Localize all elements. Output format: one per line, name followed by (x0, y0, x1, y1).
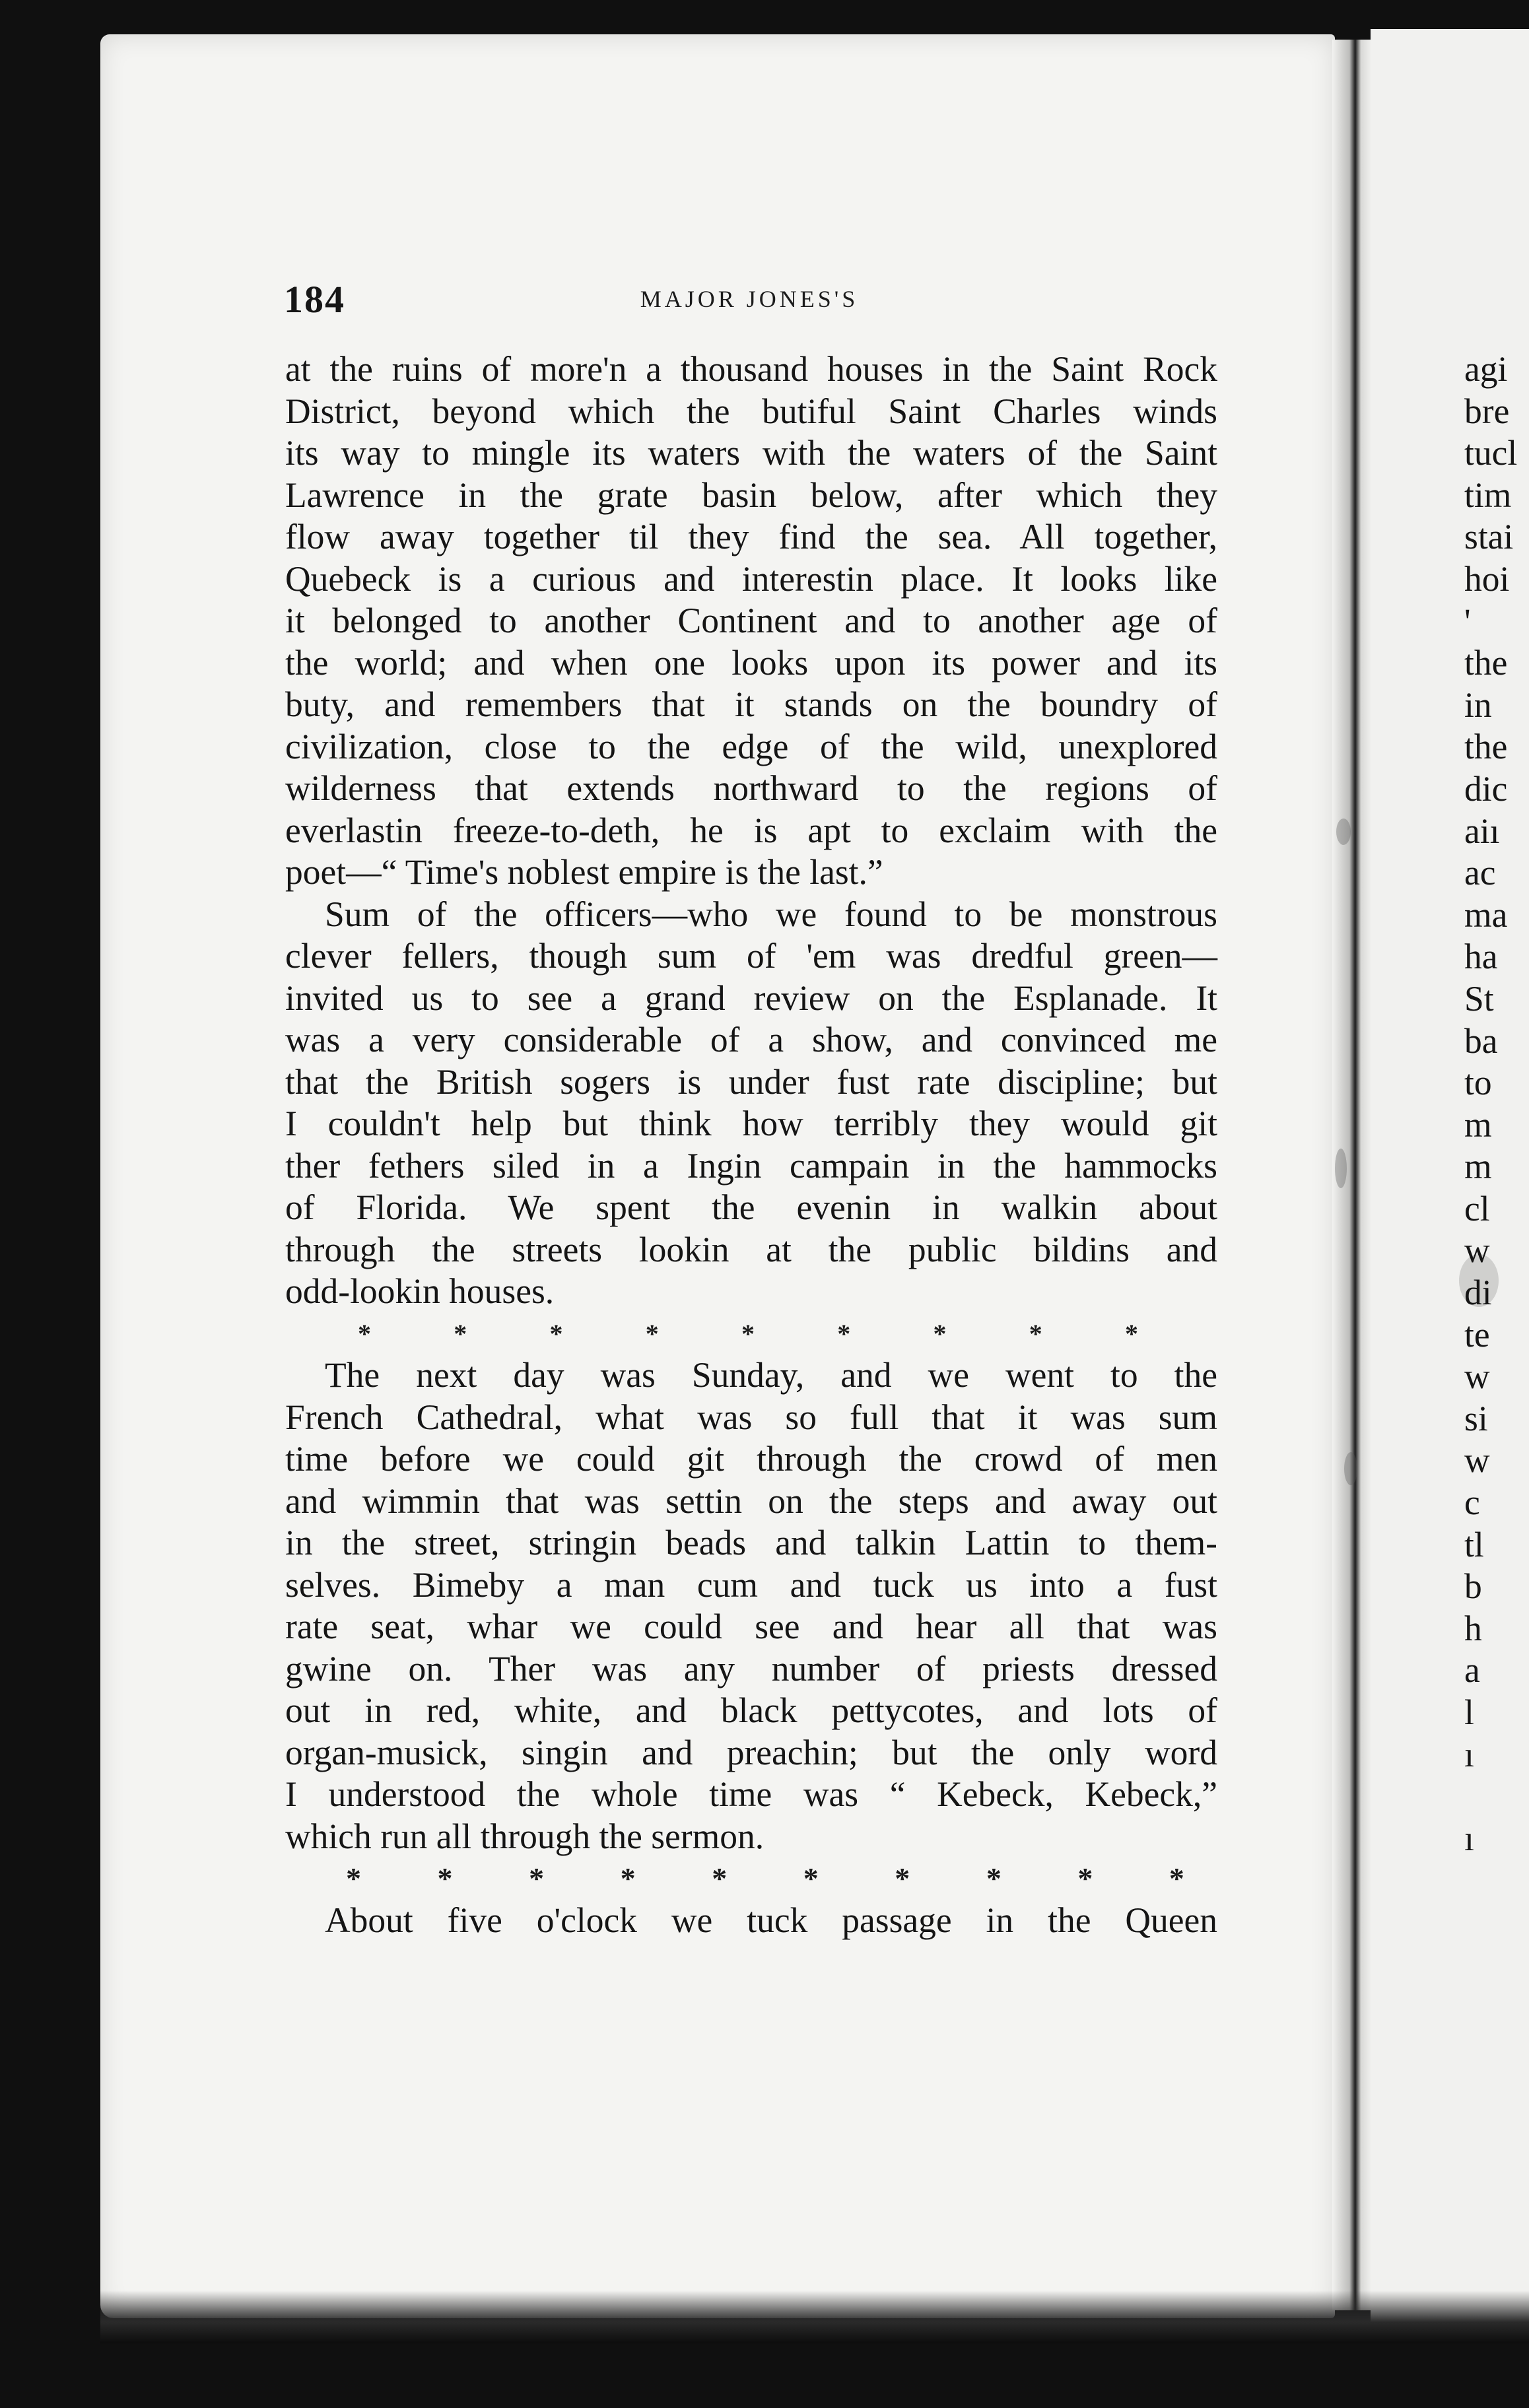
page-number: 184 (284, 278, 345, 321)
text-line: in the street, stringin beads and talkin Lattin to them- (285, 1523, 1217, 1562)
facing-page-fragment: ma (1464, 894, 1508, 935)
text-line: selves. Bimeby a man cum and tuck us into a fust (285, 1564, 1217, 1605)
text-line: I couldn't help but think how terribly they would git (285, 1104, 1217, 1143)
facing-page-fragment: in (1464, 685, 1492, 725)
facing-page-fragment: agi (1464, 349, 1508, 389)
asterisk: * (895, 1861, 910, 1895)
text-line: its way to mingle its waters with the waters of the Saint (285, 433, 1217, 473)
text-line: at the ruins of more'n a thousand houses in the Saint Rock (285, 349, 1217, 389)
text-line: that the British sogers is under fust rate discipline; but (285, 1061, 1217, 1102)
asterisk: * (933, 1318, 947, 1349)
text-line: buty, and remembers that it stands on the boundry of (285, 685, 1217, 724)
text-line: out in red, white, and black pettycotes, and lots of (285, 1690, 1217, 1730)
text-line: Lawrence in the grate basin below, after which they (285, 475, 1217, 515)
page-header (284, 277, 1215, 330)
facing-page-fragment: the (1464, 643, 1508, 683)
asterisk: * (1029, 1318, 1042, 1349)
text-line: I understood the whole time was “ Kebeck, Kebeck,” (285, 1774, 1217, 1814)
margin-smudge (1335, 1149, 1347, 1188)
facing-page-fragment: to (1464, 1063, 1492, 1103)
text-line: French Cathedral, what was so full that it was sum (285, 1397, 1217, 1437)
asterisk: * (712, 1861, 728, 1895)
text-line: rate seat, whar we could see and hear all that was (285, 1607, 1217, 1646)
text-line: clever fellers, though sum of 'em was dredful green— (285, 936, 1217, 976)
facing-page-fragment: bre (1464, 391, 1510, 431)
asterisk: * (529, 1861, 545, 1895)
facing-page-fragment: dic (1464, 768, 1508, 809)
text-line: everlastin freeze-to-deth, he is apt to exclaim with the (285, 810, 1217, 850)
text-line: was a very considerable of a show, and convinced me (285, 1020, 1217, 1059)
text-line: District, beyond which the butiful Saint Charles winds (285, 391, 1217, 431)
asterisk: * (1077, 1861, 1093, 1895)
facing-page-fragment: h (1464, 1608, 1482, 1648)
facing-page-fragment: a (1464, 1650, 1480, 1690)
body-text (285, 349, 1217, 1941)
asterisk: * (1169, 1861, 1184, 1895)
facing-page-fragment: ' (1464, 601, 1471, 641)
facing-page-fragment: ı (1464, 1818, 1474, 1858)
facing-page-fragment: w (1464, 1440, 1490, 1481)
asterisk: * (986, 1861, 1002, 1895)
asterisk: * (620, 1861, 636, 1895)
asterisk: * (645, 1318, 659, 1349)
asterisk: * (1125, 1318, 1138, 1349)
asterisk: * (454, 1318, 467, 1349)
facing-page-fragment: w (1464, 1356, 1490, 1397)
text-line: poet—“ Time's noblest empire is the last.” (285, 852, 883, 892)
section-break-asterisks (285, 1857, 1217, 1900)
facing-page-fragment: ac (1464, 853, 1496, 893)
facing-page-fragment: si (1464, 1398, 1488, 1438)
facing-page-fragment: cl (1464, 1188, 1490, 1228)
facing-page-fragment: stai (1464, 517, 1514, 557)
asterisk: * (437, 1861, 453, 1895)
text-line: civilization, close to the edge of the wild, unexplored (285, 726, 1217, 766)
section-break-asterisks (285, 1313, 1217, 1355)
facing-page-fragment: hoi (1464, 558, 1510, 599)
facing-page-fragment: ı (1464, 1734, 1474, 1774)
text-line: organ-musick, singin and preachin; but the only word (285, 1732, 1217, 1772)
asterisk: * (741, 1318, 755, 1349)
text-line: through the streets lookin at the public bildins and (285, 1229, 1217, 1269)
text-line: odd-lookin houses. (285, 1271, 555, 1311)
running-head: MAJOR JONES'S (640, 286, 859, 312)
facing-page-fragment: w (1464, 1230, 1490, 1271)
facing-page-fragment (1464, 1776, 1517, 1818)
text-line: Quebeck is a curious and interestin place. It looks like (285, 558, 1217, 599)
asterisk: * (803, 1861, 819, 1895)
facing-page-fragment: b (1464, 1566, 1482, 1607)
facing-page-fragment: te (1464, 1314, 1490, 1354)
text-line: flow away together til they find the sea. All together, (285, 517, 1217, 556)
asterisk: * (346, 1861, 361, 1895)
facing-page-fragment: aiı (1464, 811, 1500, 851)
margin-smudge (1336, 819, 1351, 845)
page-bottom-shadow (100, 2291, 1529, 2343)
text-line: the world; and when one looks upon its power and its (285, 642, 1217, 683)
facing-page-fragment: St (1464, 978, 1494, 1019)
text-line: invited us to see a grand review on the Esplanade. It (285, 978, 1217, 1018)
facing-page-text (1464, 349, 1517, 1859)
text-line: of Florida. We spent the evenin in walkin about (285, 1187, 1217, 1227)
text-line: Sum of the officers—who we found to be monstrous (325, 894, 1217, 934)
asterisk: * (358, 1318, 371, 1349)
text-line: The next day was Sunday, and we went to the (325, 1355, 1217, 1395)
text-line: gwine on. Ther was any number of priests dressed (285, 1648, 1217, 1689)
text-line: wilderness that extends northward to the regions of (285, 768, 1217, 808)
facing-page-fragment: the (1464, 727, 1508, 767)
asterisk: * (837, 1318, 851, 1349)
facing-page-fragment: l (1464, 1692, 1474, 1732)
asterisk: * (549, 1318, 563, 1349)
text-line: About five o'clock we tuck passage in the Queen (325, 1900, 1217, 1940)
text-line: which run all through the sermon. (285, 1816, 765, 1856)
facing-page-fragment: tim (1464, 475, 1512, 515)
text-line: time before we could git through the crowd of men (285, 1439, 1217, 1479)
facing-page-fragment: tl (1464, 1524, 1484, 1564)
facing-page-fragment: ba (1464, 1020, 1498, 1061)
text-line: and wimmin that was settin on the steps and away out (285, 1481, 1217, 1521)
text-line: ther fethers siled in a Ingin campain in the hammocks (285, 1145, 1217, 1186)
facing-page-fragment: ha (1464, 937, 1498, 977)
text-line: it belonged to another Continent and to another age of (285, 601, 1217, 640)
margin-smudge (1344, 1452, 1357, 1485)
facing-page-fragment: m (1464, 1104, 1492, 1145)
facing-page-fragment: di (1464, 1273, 1492, 1313)
facing-page-fragment: tucl (1464, 433, 1518, 473)
facing-page-fragment: c (1464, 1483, 1480, 1523)
facing-page-fragment: m (1464, 1147, 1492, 1187)
